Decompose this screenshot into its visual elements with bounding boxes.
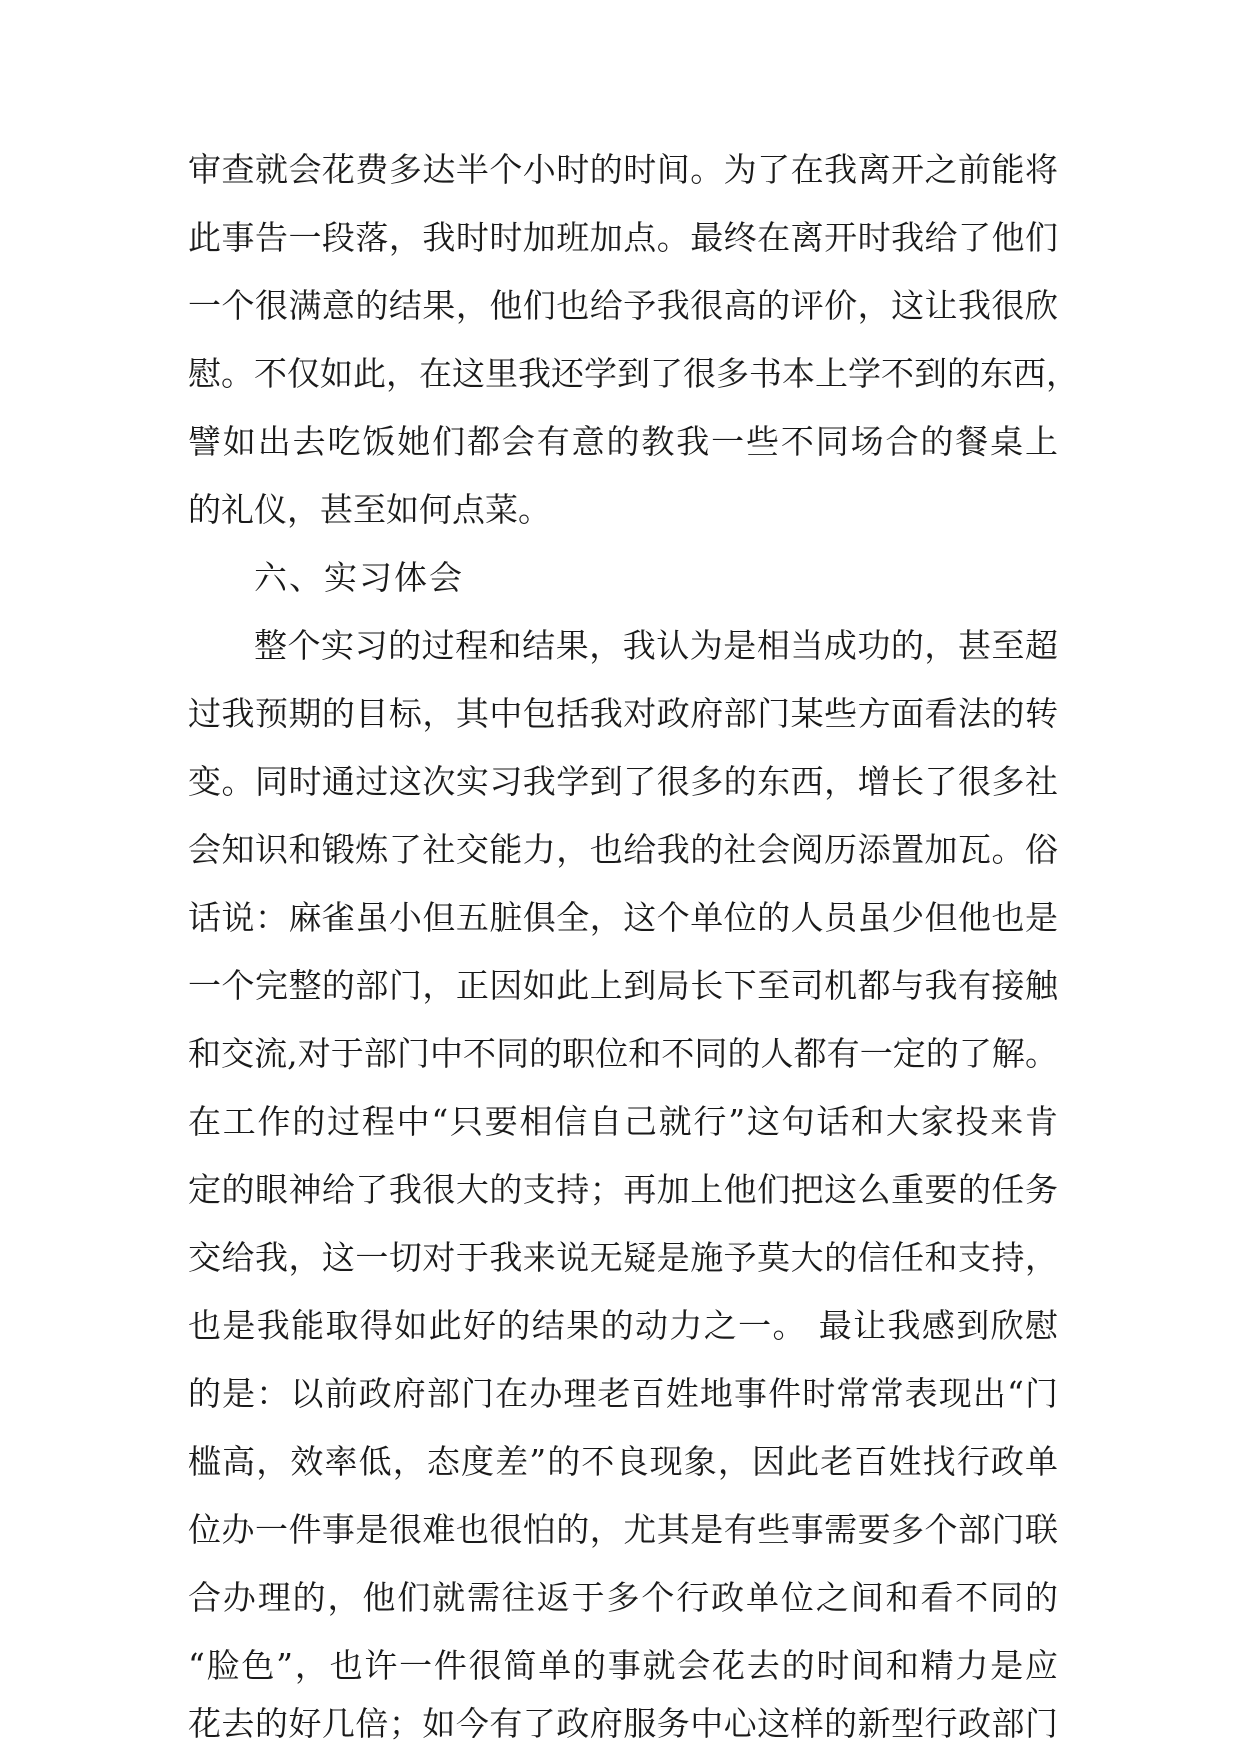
paragraph-2-line-1: 整个实习的过程和结果，我认为是相当成功的，甚至超 <box>254 626 1058 665</box>
paragraph-2-line-6: 一个完整的部门，正因如此上到局长下至司机都与我有接触 <box>188 966 1058 1005</box>
paragraph-1-line-3: 一个很满意的结果，他们也给予我很高的评价，这让我很欣 <box>188 286 1058 325</box>
paragraph-1-line-1: 审查就会花费多达半个小时的时间。为了在我离开之前能将 <box>188 150 1058 189</box>
paragraph-2-line-4: 会知识和锻炼了社交能力，也给我的社会阅历添置加瓦。俗 <box>188 830 1058 869</box>
paragraph-2-line-10: 交给我，这一切对于我来说无疑是施予莫大的信任和支持， <box>188 1238 1058 1277</box>
paragraph-2-line-7: 和交流,对于部门中不同的职位和不同的人都有一定的了解。 <box>188 1034 1058 1073</box>
paragraph-1-line-4: 慰。不仅如此，在这里我还学到了很多书本上学不到的东西， <box>188 354 1079 393</box>
paragraph-2-line-3: 变。同时通过这次实习我学到了很多的东西，增长了很多社 <box>188 762 1058 801</box>
paragraph-1-line-6: 的礼仪，甚至如何点菜。 <box>188 490 551 529</box>
paragraph-2-line-16: “脸色”，也许一件很简单的事就会花去的时间和精力是应 <box>188 1646 1058 1685</box>
paragraph-1-line-2: 此事告一段落，我时时加班加点。最终在离开时我给了他们 <box>188 218 1058 257</box>
paragraph-2-line-13: 槛高，效率低，态度差”的不良现象，因此老百姓找行政单 <box>188 1442 1058 1481</box>
paragraph-2-line-15: 合办理的，他们就需往返于多个行政单位之间和看不同的 <box>188 1578 1058 1617</box>
paragraph-2-line-2: 过我预期的目标，其中包括我对政府部门某些方面看法的转 <box>188 694 1058 733</box>
paragraph-1-line-5: 譬如出去吃饭她们都会有意的教我一些不同场合的餐桌上 <box>188 422 1058 461</box>
paragraph-2-line-12: 的是：以前政府部门在办理老百姓地事件时常常表现出“门 <box>188 1374 1058 1413</box>
paragraph-2-line-11: 也是我能取得如此好的结果的动力之一。 最让我感到欣慰 <box>188 1306 1058 1345</box>
paragraph-2-line-17: 花去的好几倍；如今有了政府服务中心这样的新型行政部门 <box>188 1704 1058 1743</box>
paragraph-2-line-14: 位办一件事是很难也很怕的，尤其是有些事需要多个部门联 <box>188 1510 1058 1549</box>
paragraph-2-line-8: 在工作的过程中“只要相信自己就行”这句话和大家投来肯 <box>188 1102 1058 1141</box>
paragraph-2-line-9: 定的眼神给了我很大的支持；再加上他们把这么重要的任务 <box>188 1170 1058 1209</box>
section-heading: 六、实习体会 <box>254 558 464 597</box>
paragraph-2-line-5: 话说：麻雀虽小但五脏俱全，这个单位的人员虽少但他也是 <box>188 898 1058 937</box>
